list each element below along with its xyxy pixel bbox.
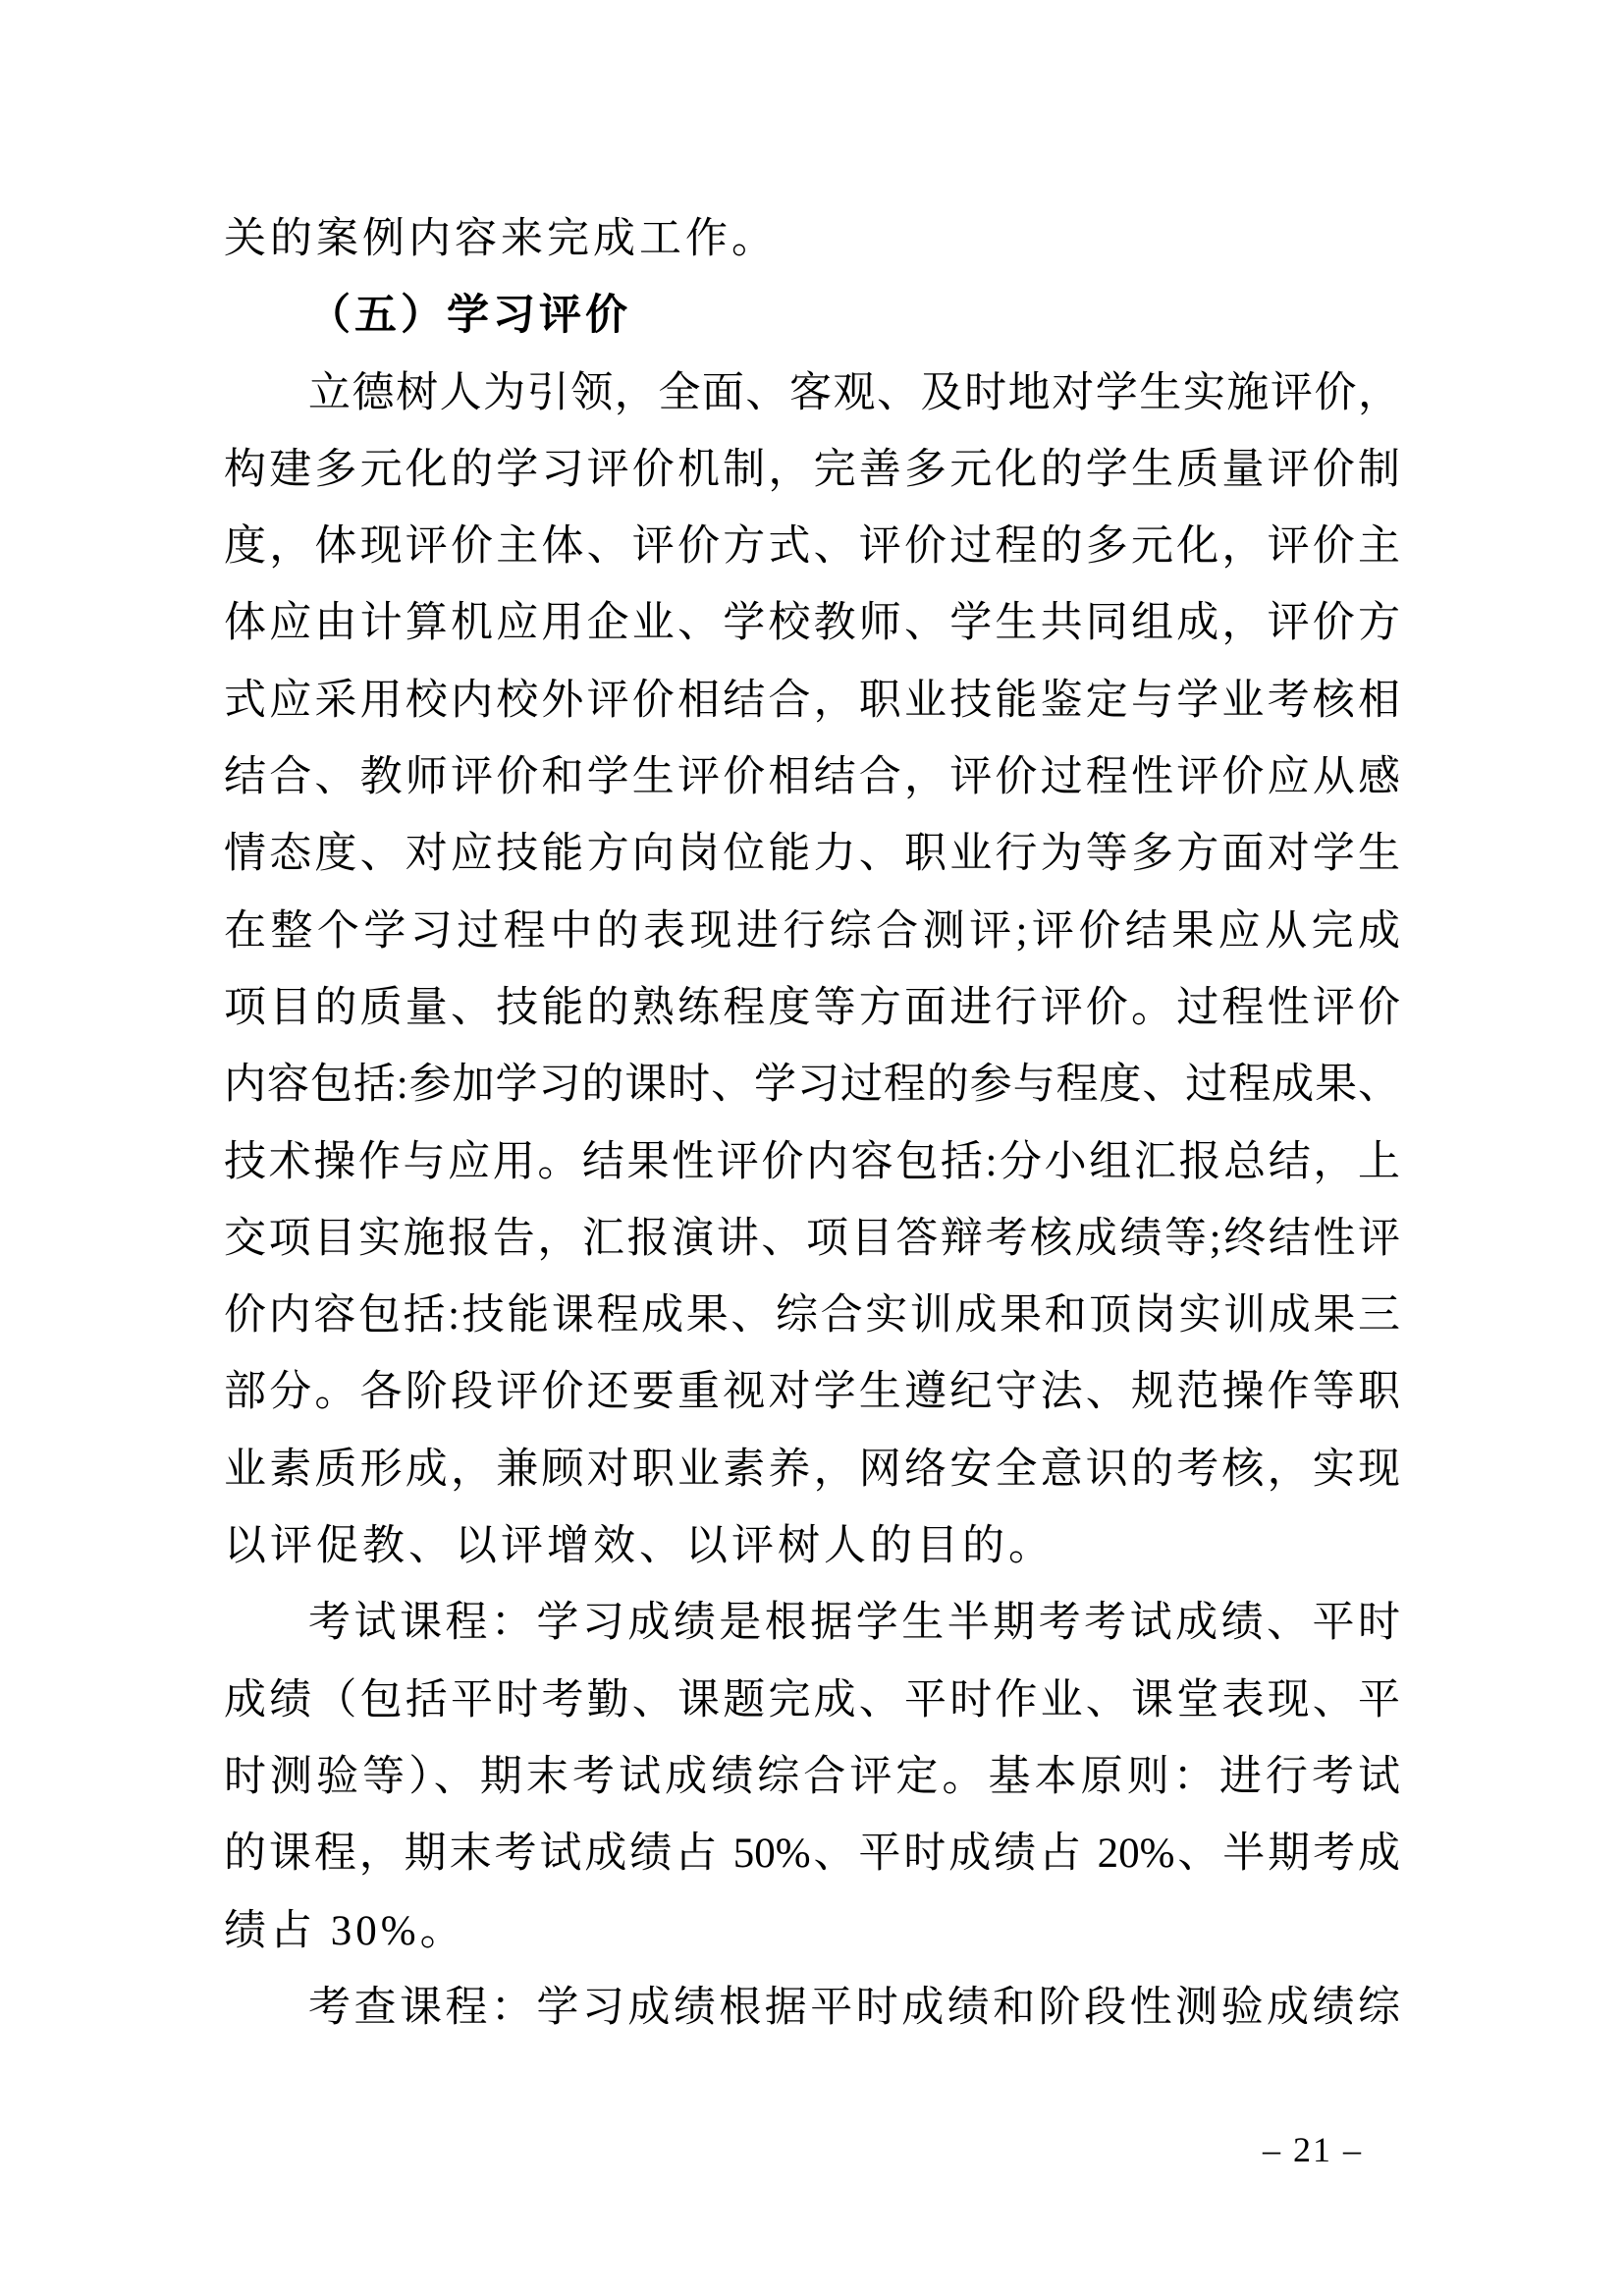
text-line: 交项目实施报告，汇报演讲、项目答辩考核成绩等;终结性评 (224, 1215, 1400, 1262)
text-line: 项目的质量、技能的熟练程度等方面进行评价。过程性评价 (224, 984, 1400, 1031)
text-line: 式应采用校内校外评价相结合，职业技能鉴定与学业考核相 (224, 677, 1400, 724)
text-line: 部分。各阶段评价还要重视对学生遵纪守法、规范操作等职 (224, 1369, 1400, 1416)
text-line: 结合、教师评价和学生评价相结合，评价过程性评价应从感 (224, 754, 1400, 801)
text-line: 立德树人为引领，全面、客观、及时地对学生实施评价， (308, 369, 1400, 416)
text-block (224, 201, 1400, 2047)
text-line: 考查课程：学习成绩根据平时成绩和阶段性测验成绩综 (308, 1984, 1400, 2031)
text-line: 时测验等）、期末考试成绩综合评定。基本原则：进行考试 (224, 1753, 1400, 1800)
text-line: 技术操作与应用。结果性评价内容包括:分小组汇报总结，上 (224, 1138, 1400, 1185)
page-number: – 21 – (1263, 2130, 1363, 2169)
text-line: 的课程，期末考试成绩占 50%、平时成绩占 20%、半期考成 (224, 1831, 1400, 1878)
text-line: 业素质形成，兼顾对职业素养，网络安全意识的考核，实现 (224, 1446, 1400, 1493)
text-line: 体应由计算机应用企业、学校教师、学生共同组成，评价方 (224, 600, 1400, 647)
text-line: 考试课程：学习成绩是根据学生半期考考试成绩、平时 (308, 1600, 1400, 1647)
text-line: 成绩（包括平时考勤、课题完成、平时作业、课堂表现、平 (224, 1676, 1400, 1723)
text-line: 在整个学习过程中的表现进行综合测评;评价结果应从完成 (224, 907, 1400, 955)
text-line: 绩占 30%。 (224, 1907, 466, 1954)
text-line: 关的案例内容来完成工作。 (224, 216, 778, 262)
text-line: 以评促教、以评增效、以评树人的目的。 (224, 1523, 1055, 1570)
section-heading: （五）学习评价 (308, 293, 631, 340)
text-line: 内容包括:参加学习的课时、学习过程的参与程度、过程成果、 (224, 1062, 1400, 1109)
text-line: 构建多元化的学习评价机制，完善多元化的学生质量评价制 (224, 446, 1400, 493)
text-line: 价内容包括:技能课程成果、综合实训成果和顶岗实训成果三 (224, 1292, 1400, 1339)
text-line: 度，体现评价主体、评价方式、评价过程的多元化，评价主 (224, 523, 1400, 571)
text-line: 情态度、对应技能方向岗位能力、职业行为等多方面对学生 (224, 831, 1400, 878)
